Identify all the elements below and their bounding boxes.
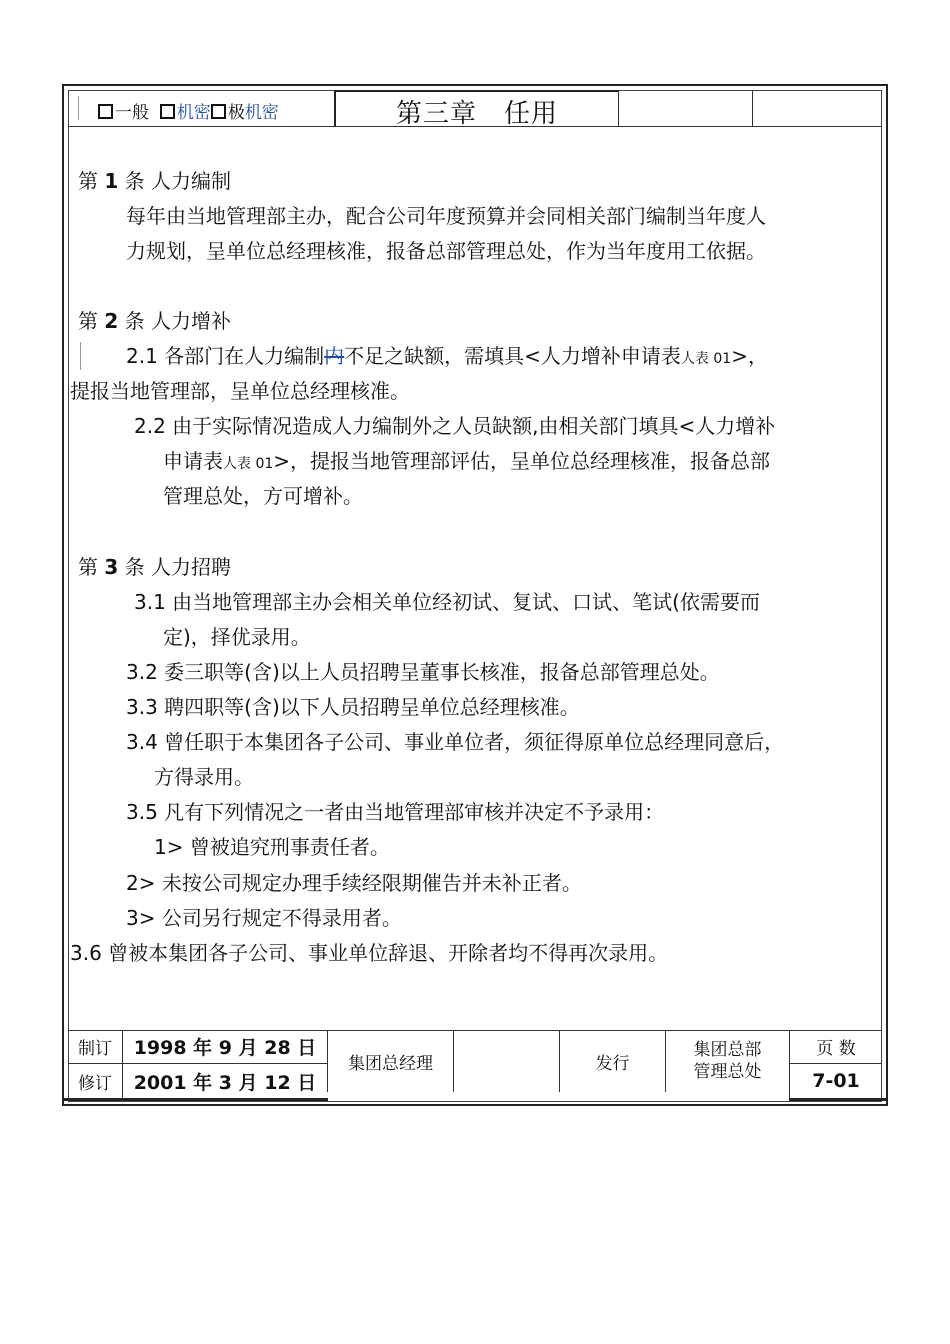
revision-date: 2001 年 3 月 12 日 (133, 1071, 317, 1094)
checkbox-confidential[interactable] (160, 104, 175, 119)
header-row (68, 90, 882, 127)
footer-right-bottom-rule (789, 1098, 888, 1101)
issuer-line-2: 管理总处 (693, 1062, 762, 1082)
page-label: 页 数 (789, 1030, 882, 1064)
clause-3-4-line-1: 3.4 曾任职于本集团各子公司、事业单位者，须征得原单位总经理同意后， (126, 730, 785, 754)
article-2-heading: 第 2 条 人力增补 (78, 309, 231, 333)
clause-2-2-line-1: 2.2 由于实际情况造成人力编制外之人员缺额,由相关部门填具<人力增补 (134, 414, 776, 438)
deleted-text: 内 (324, 344, 345, 368)
chapter-title-cell (334, 90, 618, 129)
checkbox-top-secret[interactable] (211, 104, 226, 119)
made-label: 制订 (68, 1030, 123, 1064)
form-code: 人表 01 (680, 351, 732, 367)
classification-options (98, 98, 279, 123)
label-top-a: 极 (227, 103, 245, 123)
issuer-line-1: 集团总部 (693, 1040, 762, 1060)
form-code: 人表 01 (223, 456, 274, 472)
approver-signature-cell (453, 1030, 559, 1092)
article-1-line-2: 力规划，呈单位总经理核准，报备总部管理总处，作为当年度用工依据。 (126, 239, 766, 263)
margin-marker (80, 342, 81, 370)
issue-label: 发行 (559, 1030, 665, 1092)
clause-3-5-item-3: 3> 公司另行规定不得录用者。 (126, 906, 402, 930)
revision-label: 修订 (68, 1064, 123, 1098)
clause-3-5-item-1: 1> 曾被追究刑事责任者。 (154, 835, 390, 859)
clause-3-1-line-1: 3.1 由当地管理部主办会相关单位经初试、复试、口试、笔试(依需要而 (134, 590, 760, 614)
clause-3-3: 3.3 聘四职等(含)以下人员招聘呈单位总经理核准。 (126, 695, 580, 719)
classification-cell (68, 90, 334, 126)
header-empty-cell-2 (752, 90, 882, 126)
chapter-title: 第三章 任用 (395, 99, 558, 129)
clause-3-5-item-2: 2> 未按公司规定办理手续经限期催告并未补正者。 (126, 871, 582, 895)
label-general: 一般 (115, 103, 149, 123)
clause-2-1-line-2: 提报当地管理部，呈单位总经理核准。 (70, 379, 410, 403)
clause-3-5: 3.5 凡有下列情况之一者由当地管理部审核并决定不予录用： (126, 800, 665, 824)
label-confidential: 机密 (176, 103, 211, 123)
clause-2-2-line-2: 申请表人表 01>，提报当地管理部评估，呈单位总经理核准，报备总部 (163, 449, 771, 473)
header-empty-cell-1 (618, 90, 752, 126)
article-1-line-1: 每年由当地管理部主办，配合公司年度预算并会同相关部门编制当年度人 (126, 204, 766, 228)
clause-3-4-line-2: 方得录用。 (154, 765, 254, 789)
clause-3-6: 3.6 曾被本集团各子公司、事业单位辞退、开除者均不得再次录用。 (70, 941, 669, 965)
clause-3-2: 3.2 委三职等(含)以上人员招聘呈董事长核准，报备总部管理总处。 (126, 660, 720, 684)
issuer (665, 1030, 789, 1092)
clause-2-2-line-3: 管理总处，方可增补。 (163, 484, 363, 508)
article-1-heading: 第 1 条 人力编制 (78, 169, 231, 193)
page-number: 7-01 (789, 1064, 882, 1098)
article-3-heading: 第 3 条 人力招聘 (78, 555, 231, 579)
divider (78, 96, 79, 120)
clause-2-1-line-1: 2.1 各部门在人力编制内不足之缺额，需填具<人力增补申请表人表 01>， (126, 344, 768, 368)
approver: 集团总经理 (327, 1030, 453, 1092)
footer-left-bottom-rule (62, 1098, 328, 1101)
clause-3-1-line-2: 定)，择优录用。 (163, 625, 311, 649)
checkbox-general[interactable] (98, 104, 113, 119)
made-date: 1998 年 9 月 28 日 (123, 1030, 327, 1064)
label-top-b: 机密 (244, 103, 279, 123)
